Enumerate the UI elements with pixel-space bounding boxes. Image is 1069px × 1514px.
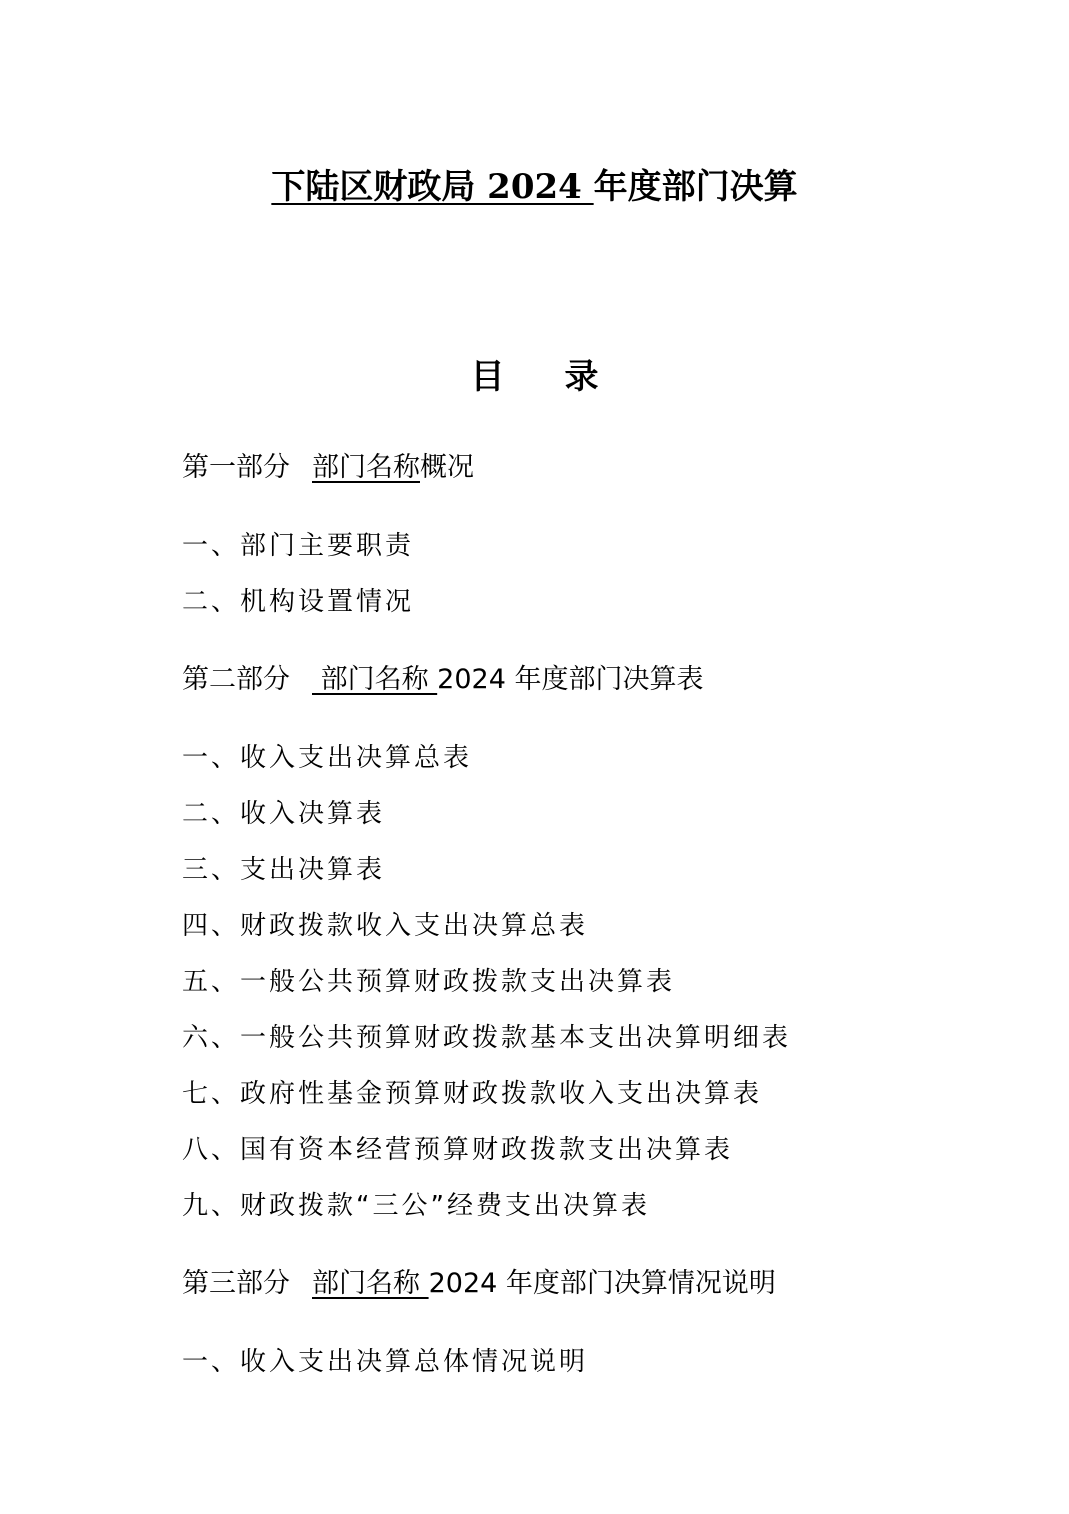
part-2-name: 部门名称 xyxy=(312,664,438,695)
part-1-heading xyxy=(182,448,474,488)
toc-heading: 目录 xyxy=(470,357,659,397)
part-1-name: 部门名称 xyxy=(312,452,420,483)
toc-item: 二、收入决算表 xyxy=(182,799,386,829)
part-1-label: 第一部分 xyxy=(182,452,290,483)
part-3-label: 第三部分 xyxy=(182,1268,290,1299)
toc-item: 一、收入支出决算总表 xyxy=(182,743,473,773)
part-2-suffix: 2024 年度部门决算表 xyxy=(437,664,704,695)
part-3-name: 部门名称 xyxy=(312,1268,429,1299)
document-title-rest: 年度部门决算 xyxy=(593,167,798,207)
toc-item: 一、部门主要职责 xyxy=(182,531,415,561)
toc-item: 六、一般公共预算财政拨款基本支出决算明细表 xyxy=(182,1023,792,1053)
toc-item: 五、一般公共预算财政拨款支出决算表 xyxy=(182,967,676,997)
toc-item: 一、收入支出决算总体情况说明 xyxy=(182,1347,589,1377)
part-3-heading xyxy=(182,1264,776,1304)
toc-item: 三、支出决算表 xyxy=(182,855,386,885)
toc-item: 九、财政拨款“三公”经费支出决算表 xyxy=(182,1191,650,1221)
part-3-suffix: 2024 年度部门决算情况说明 xyxy=(428,1268,776,1299)
document-title-underlined: 下陆区财政局 2024 xyxy=(271,167,594,207)
part-1-suffix: 概况 xyxy=(420,452,474,483)
toc-item: 八、国有资本经营预算财政拨款支出决算表 xyxy=(182,1135,734,1165)
toc-item: 四、财政拨款收入支出决算总表 xyxy=(182,911,589,941)
toc-item: 七、政府性基金预算财政拨款收入支出决算表 xyxy=(182,1079,763,1109)
part-2-heading xyxy=(182,660,703,700)
document-title xyxy=(0,162,1069,212)
toc-item: 二、机构设置情况 xyxy=(182,587,415,617)
part-2-label: 第二部分 xyxy=(182,664,290,695)
